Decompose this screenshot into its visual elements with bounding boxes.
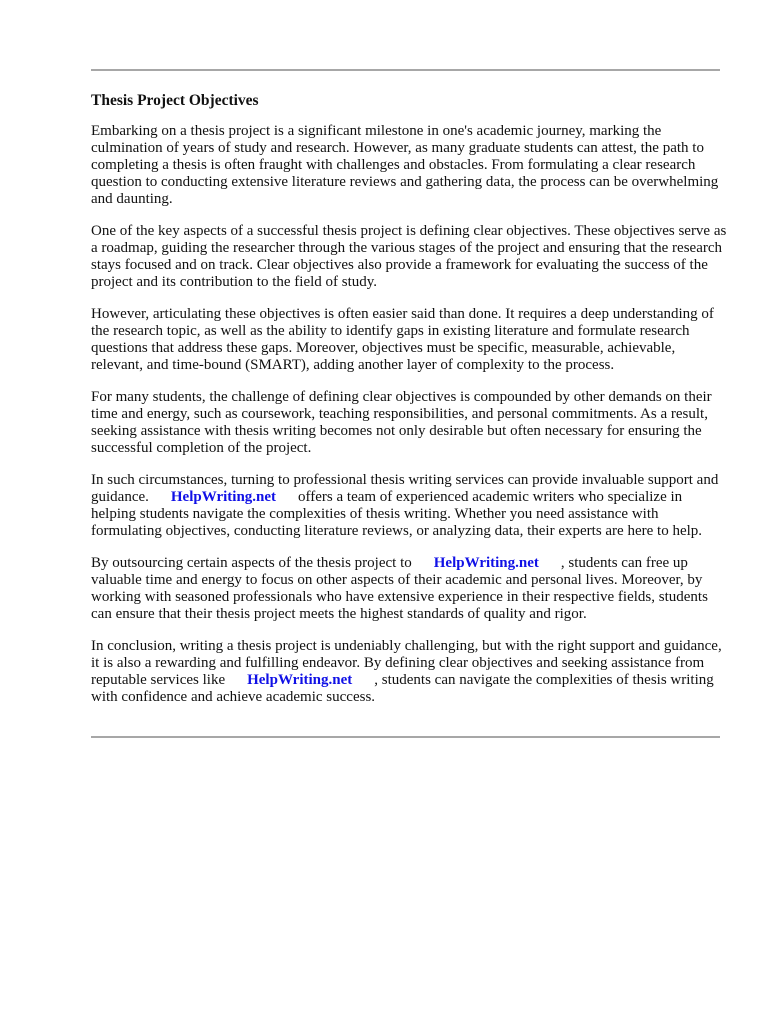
bottom-divider [91, 736, 720, 738]
paragraph-6-text-before: By outsourcing certain aspects of the thesis project to [91, 555, 412, 571]
paragraph-2: One of the key aspects of a successful thesis project is defining clear objectives. These objectives serve as a roadmap, guiding the researcher through the various stages of the project and ensuring that the research stays focused and on track. Clear objectives also provide a framework for evaluating the success of the project and its contribution to the field of study. [91, 223, 727, 290]
document-body [91, 92, 727, 721]
paragraph-6 [91, 555, 727, 623]
top-divider [91, 69, 720, 71]
paragraph-1: Embarking on a thesis project is a significant milestone in one's academic journey, marking the culmination of years of study and research. However, as many graduate students can attest, the path to completing a thesis is often fraught with challenges and obstacles. From formulating a clear research question to conducting extensive literature reviews and gathering data, the process can be overwhelming and daunting. [91, 123, 719, 207]
paragraph-4: For many students, the challenge of defining clear objectives is compounded by other demands on their time and energy, such as coursework, teaching responsibilities, and personal commitments. As a result, seeking assistance with thesis writing becomes not only desirable but often necessary for ensuring the successful completion of the project. [91, 389, 712, 456]
paragraph-5 [91, 472, 727, 540]
paragraph-7-text-after: , students can navigate the complexities of thesis writing with confidence and achieve academic success. [91, 672, 714, 705]
helpwriting-link-1[interactable]: HelpWriting.net [170, 489, 277, 505]
helpwriting-link-3[interactable]: HelpWriting.net [247, 672, 353, 688]
document-title: Thesis Project Objectives [91, 92, 259, 109]
paragraph-7-text-before: In conclusion, writing a thesis project is undeniably challenging, but with the right support and guidance, it is also a rewarding and fulfilling endeavor. By defining clear objectives and seeking assistance from reputable services like [91, 638, 722, 688]
paragraph-7 [91, 638, 727, 706]
helpwriting-link-2[interactable]: HelpWriting.net [433, 555, 539, 571]
paragraph-6-text-after: , students can free up valuable time and energy to focus on other aspects of their academic and personal lives. Moreover, by working with seasoned professionals who have extensive experience in their respective fields, students can ensure that their thesis project meets the highest standards of quality and rigor. [91, 555, 708, 622]
paragraph-3: However, articulating these objectives is often easier said than done. It requires a deep understanding of the research topic, as well as the ability to identify gaps in existing literature and formulate research questions that address these gaps. Moreover, objectives must be specific, measurable, achievable, relevant, and time-bound (SMART), adding another layer of complexity to the process. [91, 306, 714, 373]
paragraph-5-text-after: offers a team of experienced academic writers who specialize in helping students navigate the complexities of thesis writing. Whether you need assistance with formulating objectives, conducting literature reviews, or analyzing data, their experts are here to help. [91, 489, 703, 539]
paragraph-5-text-before: In such circumstances, turning to professional thesis writing services can provide invaluable support and guidance. [91, 472, 719, 505]
